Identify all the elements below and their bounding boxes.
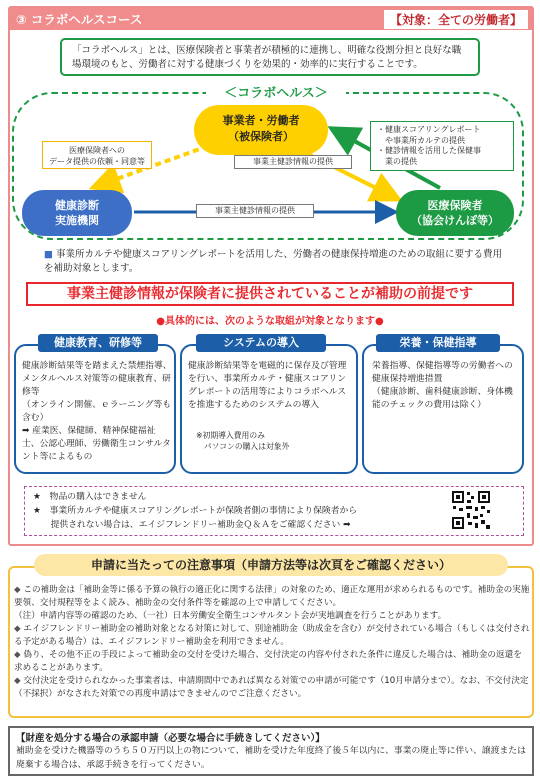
caution-list (14, 584, 530, 701)
employer-node: 事業者・労働者 （被保険者） (194, 105, 328, 155)
diamond-bullet-icon: ◆ (14, 585, 24, 595)
card-text-health-education: 健康診断結果等を踏まえた禁煙指導、メンタルヘルス対策等の健康教育、研修等 （オンライン開催、ｅラーニング等も含む） ➡ 産業医、保健師、精神保健福祉士、公認心理師、労働衛生コンサルタント等によるもの (22, 361, 172, 462)
diamond-bullet-icon: ◆ (14, 650, 24, 660)
label-data-request: 医療保険者への データ提供の依頼・同意等 (42, 141, 152, 169)
insurer-node: 医療保険者 （協会けんぽ等） (396, 190, 514, 236)
intro-box: 「コラボヘルス」とは、医療保険者と事業者が積極的に連携し、明確な役割分担と良好な職場環境のもと、労働者に対する健康づくりを効果的・効率的に実行することです。 (60, 38, 480, 76)
subsidy-note (44, 248, 504, 276)
diagram-title: ＜コラボヘルス＞ (206, 82, 346, 100)
caution-item: ◆ エイジフレンドリー補助金の補助対象となる対策に対して、別途補助金（助成金を含む）が交付されている場合（もしくは交付される予定がある場合）は、エイジフレンドリー補助金を利用できません。 (14, 624, 530, 647)
subsidy-note-text: 事業所カルテや健康スコアリングレポートを活用した、労働者の健康保持増進のための取組に要する費用を補助対象とします。 (44, 249, 502, 274)
caution-item: ◆ この補助金は「補助金等に係る予算の執行の適正化に関する法律」の対象のため、適正な運用が求められるものです。補助金の実施要領、交付規程等をよく読み、補助金の交付条件等を確認の上で申請してください。 （注）申請内容等の確認のため、（一社）日本労働安全衛生コンサルタント会が実地調査を行うことがあります。 (14, 585, 530, 621)
target-badge: 【対象：全ての労働者】 (384, 10, 528, 29)
label-info-provision-bottom: 事業主健診情報の提供 (196, 204, 314, 218)
diamond-bullet-icon: ◆ (14, 676, 24, 686)
asset-disposal-text: 補助金を受けた機器等のうち５０万円以上の物について、補助を受けた年度終了後５年以内に、事業の廃止等に伴い、譲渡または廃棄する場合は、承認手続きを行ってください。 (16, 746, 526, 770)
notice-box: ★ 物品の購入はできません ★ 事業所カルテや健康スコアリングレポートが保険者側の事情により保険者から 提供されない場合は、エイジフレンドリー補助金Ｑ＆Ａをご確認ください ➡ (24, 486, 524, 536)
card-text-system: 健康診断結果等を電磁的に保存及び管理を行い、事業所カルテ・健康スコアリングレポートの活用等によりコラボヘルスを推進するためのシステムの導入 (188, 361, 347, 410)
diamond-bullet-icon: ◆ (14, 624, 24, 634)
label-report-provision: ・健康スコアリングレポート や事業所カルテの提供 ・健診情報を活用した保健事 業の提供 (370, 121, 514, 171)
section-title: ③ コラボヘルスコース (16, 12, 143, 27)
asset-disposal-title: 【財産を処分する場合の承認申請（必要な場合に手続きしてください）】 (16, 733, 325, 744)
premise-banner: 事業主健診情報が保険者に提供されていることが補助の前提です (26, 282, 514, 306)
card-title-nutrition: 栄養・保健指導 (376, 334, 500, 352)
card-title-system: システムの導入 (196, 334, 326, 352)
label-info-provision-top: 事業主健診情報の提供 (234, 155, 352, 169)
specific-heading: ●具体的には、次のような取組が対象となります● (156, 316, 384, 327)
caution-heading: 申請に当たっての注意事項（申請方法等は次頁をご確認ください） (34, 554, 508, 576)
caution-item: ◆ 偽り、その他不正の手段によって補助金の交付を受けた場合、交付決定の内容や付された条件に違反した場合は、補助金の返還を求めることがあります。 (14, 650, 522, 673)
card-title-health-education: 健康教育、研修等 (38, 334, 158, 352)
caution-item: ◆ 交付決定を受けられなかった事業者は、申請期間中であれば異なる対策での申請が可能です（10月申請分まで）。なお、不交付決定（不採択）がなされた対策での再度申請はできませんのでご注意ください。 (14, 676, 529, 699)
card-note-system: ※初期導入費用のみ パソコンの購入は対象外 (196, 431, 290, 451)
card-text-nutrition: 栄養指導、保健指導等の労働者への健康保持増進措置 （健康診断、歯科健康診断、身体機能のチェックの費用は除く） (372, 361, 513, 410)
square-bullet-icon: ■ (44, 249, 53, 260)
qr-code-icon[interactable] (451, 490, 491, 530)
health-checkup-node: 健康診断 実施機関 (22, 190, 132, 236)
